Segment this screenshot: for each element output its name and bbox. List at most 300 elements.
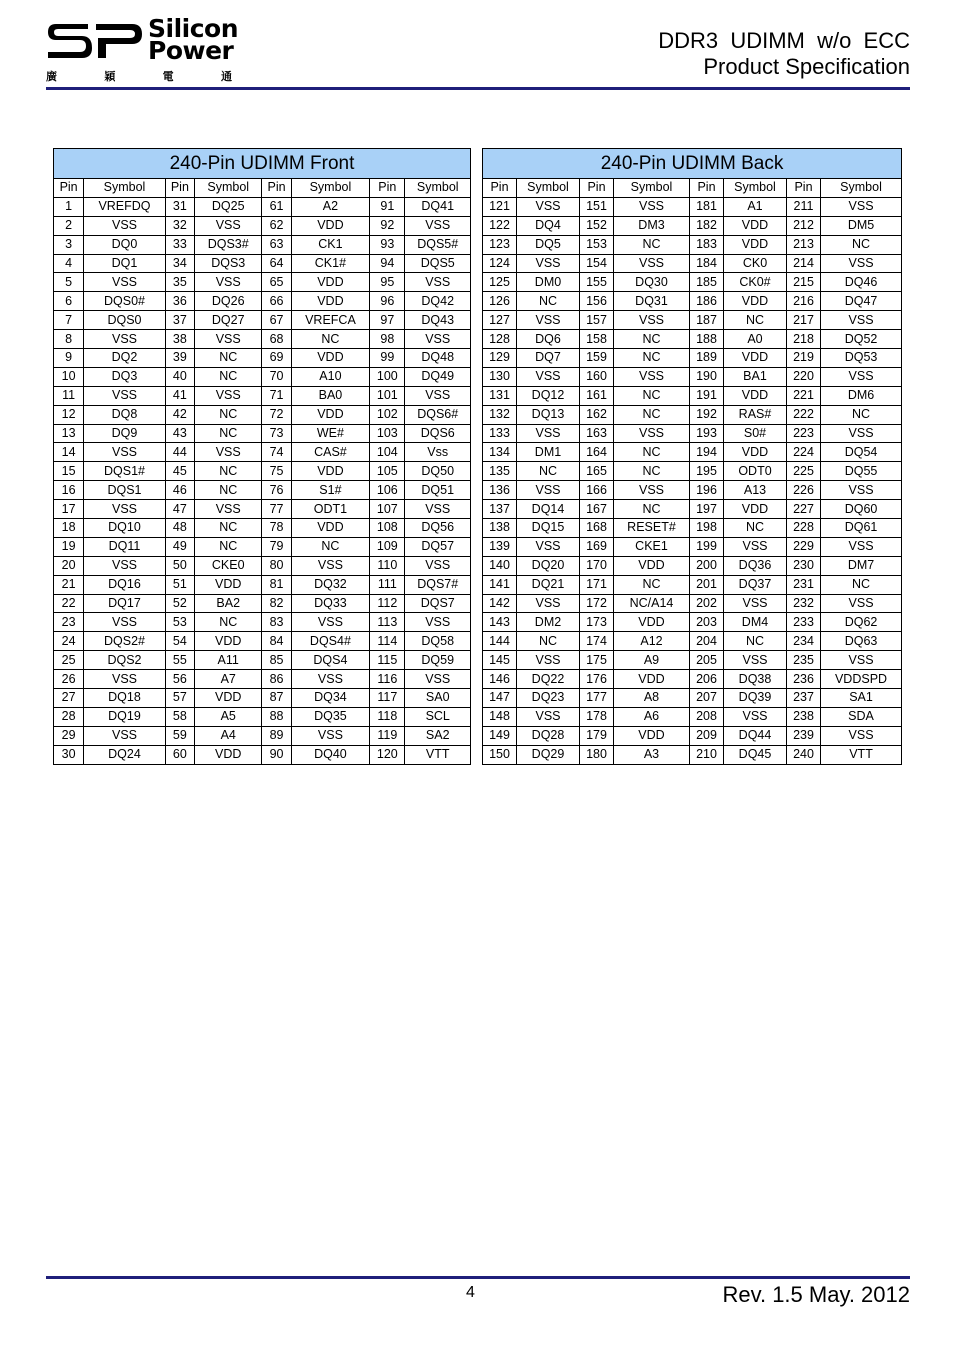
pin-symbol-cell: VDD xyxy=(724,216,787,235)
pin-number-cell: 198 xyxy=(690,519,724,538)
pin-column-header: Pin xyxy=(262,179,291,198)
pin-symbol-cell: VSS xyxy=(405,273,471,292)
pin-symbol-cell: NC xyxy=(821,575,902,594)
table-row xyxy=(54,197,471,216)
pin-symbol-cell: SCL xyxy=(405,707,471,726)
pin-symbol-cell: ODT0 xyxy=(724,462,787,481)
pin-number-cell: 209 xyxy=(690,726,724,745)
pin-symbol-cell: VDD xyxy=(291,405,370,424)
pin-symbol-cell: DQ27 xyxy=(194,311,261,330)
pin-number-cell: 53 xyxy=(165,613,194,632)
pin-symbol-cell: DQ23 xyxy=(517,689,580,708)
pin-symbol-cell: DQ11 xyxy=(84,537,166,556)
pin-symbol-cell: DQ10 xyxy=(84,519,166,538)
pin-number-cell: 12 xyxy=(54,405,84,424)
pin-number-cell: 141 xyxy=(483,575,517,594)
pin-number-cell: 201 xyxy=(690,575,724,594)
pin-symbol-cell: VSS xyxy=(291,726,370,745)
pin-number-cell: 133 xyxy=(483,424,517,443)
pin-symbol-cell: VDD xyxy=(194,689,261,708)
pin-symbol-cell: VSS xyxy=(405,556,471,575)
pin-number-cell: 181 xyxy=(690,197,724,216)
pin-number-cell: 71 xyxy=(262,386,291,405)
pin-number-cell: 59 xyxy=(165,726,194,745)
pin-number-cell: 196 xyxy=(690,481,724,500)
pin-number-cell: 153 xyxy=(580,235,614,254)
header-rule xyxy=(46,87,910,90)
pin-symbol-cell: VSS xyxy=(821,311,902,330)
pin-symbol-cell: VDD xyxy=(194,632,261,651)
table-row xyxy=(483,537,902,556)
pin-symbol-cell: DQ5 xyxy=(517,235,580,254)
pin-symbol-cell: DQ48 xyxy=(405,349,471,368)
pin-number-cell: 39 xyxy=(165,349,194,368)
pin-number-cell: 65 xyxy=(262,273,291,292)
pin-number-cell: 210 xyxy=(690,745,724,764)
pin-symbol-cell: S0# xyxy=(724,424,787,443)
pin-number-cell: 169 xyxy=(580,537,614,556)
table-row xyxy=(483,670,902,689)
document-title xyxy=(658,28,910,80)
column-header-row xyxy=(54,179,471,198)
pin-number-cell: 213 xyxy=(787,235,821,254)
pin-symbol-cell: DQ47 xyxy=(821,292,902,311)
pin-symbol-cell: VSS xyxy=(724,707,787,726)
pin-number-cell: 174 xyxy=(580,632,614,651)
pin-number-cell: 168 xyxy=(580,519,614,538)
pin-symbol-cell: DQ28 xyxy=(517,726,580,745)
pin-number-cell: 26 xyxy=(54,670,84,689)
pin-number-cell: 122 xyxy=(483,216,517,235)
pin-number-cell: 206 xyxy=(690,670,724,689)
pin-number-cell: 212 xyxy=(787,216,821,235)
pin-symbol-cell: VSS xyxy=(517,197,580,216)
pin-symbol-cell: VSS xyxy=(517,367,580,386)
pin-number-cell: 100 xyxy=(370,367,405,386)
pin-number-cell: 216 xyxy=(787,292,821,311)
revision-label: Rev. 1.5 May. 2012 xyxy=(722,1282,910,1307)
pin-symbol-cell: DQ18 xyxy=(84,689,166,708)
table-row xyxy=(54,254,471,273)
pin-symbol-cell: SA2 xyxy=(405,726,471,745)
logo-line-2: Power xyxy=(148,36,234,65)
pin-symbol-cell: DQ40 xyxy=(291,745,370,764)
table-row xyxy=(54,556,471,575)
pin-symbol-cell: VSS xyxy=(821,594,902,613)
pin-number-cell: 36 xyxy=(165,292,194,311)
pin-symbol-cell: DQ53 xyxy=(821,349,902,368)
pin-number-cell: 227 xyxy=(787,500,821,519)
pin-number-cell: 204 xyxy=(690,632,724,651)
pin-number-cell: 50 xyxy=(165,556,194,575)
pin-symbol-cell: VDD xyxy=(291,519,370,538)
pin-number-cell: 30 xyxy=(54,745,84,764)
pin-symbol-cell: S1# xyxy=(291,481,370,500)
pin-symbol-cell: DQ17 xyxy=(84,594,166,613)
pin-number-cell: 43 xyxy=(165,424,194,443)
pin-number-cell: 226 xyxy=(787,481,821,500)
pin-number-cell: 102 xyxy=(370,405,405,424)
pin-number-cell: 118 xyxy=(370,707,405,726)
pin-number-cell: 127 xyxy=(483,311,517,330)
logo-cjk-name xyxy=(46,68,232,84)
pin-number-cell: 155 xyxy=(580,273,614,292)
pin-symbol-cell: A4 xyxy=(194,726,261,745)
pin-number-cell: 2 xyxy=(54,216,84,235)
pin-number-cell: 35 xyxy=(165,273,194,292)
pin-symbol-cell: A6 xyxy=(614,707,690,726)
pin-symbol-cell: NC xyxy=(291,537,370,556)
pin-symbol-cell: DQS0# xyxy=(84,292,166,311)
pin-column-header: Pin xyxy=(690,179,724,198)
pin-number-cell: 234 xyxy=(787,632,821,651)
pin-number-cell: 74 xyxy=(262,443,291,462)
table-row xyxy=(483,689,902,708)
pin-number-cell: 46 xyxy=(165,481,194,500)
pin-number-cell: 230 xyxy=(787,556,821,575)
pin-symbol-cell: DQS4# xyxy=(291,632,370,651)
pin-number-cell: 89 xyxy=(262,726,291,745)
pin-symbol-cell: NC/A14 xyxy=(614,594,690,613)
pin-symbol-cell: VSS xyxy=(517,424,580,443)
pin-symbol-cell: VSS xyxy=(194,443,261,462)
pin-symbol-cell: VSS xyxy=(405,670,471,689)
pin-number-cell: 139 xyxy=(483,537,517,556)
pin-number-cell: 160 xyxy=(580,367,614,386)
pin-number-cell: 58 xyxy=(165,707,194,726)
pin-number-cell: 166 xyxy=(580,481,614,500)
table-row xyxy=(483,197,902,216)
pin-symbol-cell: DQ42 xyxy=(405,292,471,311)
pin-number-cell: 137 xyxy=(483,500,517,519)
pin-symbol-cell: NC xyxy=(724,311,787,330)
pin-symbol-cell: VDD xyxy=(724,235,787,254)
pin-symbol-cell: VREFDQ xyxy=(84,197,166,216)
pin-symbol-cell: VDD xyxy=(614,670,690,689)
pin-number-cell: 163 xyxy=(580,424,614,443)
pin-symbol-cell: VTT xyxy=(405,745,471,764)
pin-symbol-cell: DQS1 xyxy=(84,481,166,500)
pin-symbol-cell: VSS xyxy=(724,594,787,613)
pin-number-cell: 207 xyxy=(690,689,724,708)
pin-column-header: Pin xyxy=(370,179,405,198)
pin-symbol-cell: VSS xyxy=(517,254,580,273)
pin-symbol-cell: NC xyxy=(194,481,261,500)
pin-number-cell: 31 xyxy=(165,197,194,216)
table-row xyxy=(483,386,902,405)
pin-symbol-cell: A10 xyxy=(291,367,370,386)
pin-number-cell: 70 xyxy=(262,367,291,386)
table-row xyxy=(483,575,902,594)
pin-number-cell: 11 xyxy=(54,386,84,405)
pin-number-cell: 197 xyxy=(690,500,724,519)
pin-number-cell: 40 xyxy=(165,367,194,386)
logo-cjk-char: 通 xyxy=(220,70,232,83)
pin-number-cell: 41 xyxy=(165,386,194,405)
pin-number-cell: 91 xyxy=(370,197,405,216)
title-line-2: Product Specification xyxy=(703,54,910,79)
title-line-1: DDR3 UDIMM w/o ECC xyxy=(658,28,910,53)
pin-number-cell: 99 xyxy=(370,349,405,368)
pin-symbol-cell: SDA xyxy=(821,707,902,726)
pin-number-cell: 68 xyxy=(262,330,291,349)
pin-number-cell: 148 xyxy=(483,707,517,726)
table-row xyxy=(54,632,471,651)
pin-number-cell: 64 xyxy=(262,254,291,273)
pin-symbol-cell: VSS xyxy=(614,367,690,386)
table-row xyxy=(54,443,471,462)
pin-number-cell: 86 xyxy=(262,670,291,689)
pin-symbol-cell: RESET# xyxy=(614,519,690,538)
table-row xyxy=(483,556,902,575)
pin-symbol-cell: DQ2 xyxy=(84,349,166,368)
pin-symbol-cell: DQ21 xyxy=(517,575,580,594)
pin-symbol-cell: VSS xyxy=(614,311,690,330)
pin-number-cell: 107 xyxy=(370,500,405,519)
pin-number-cell: 28 xyxy=(54,707,84,726)
pin-symbol-cell: VSS xyxy=(517,651,580,670)
pin-symbol-cell: NC xyxy=(291,330,370,349)
back-table-body xyxy=(483,197,902,764)
pin-number-cell: 93 xyxy=(370,235,405,254)
pin-number-cell: 67 xyxy=(262,311,291,330)
pin-symbol-cell: DQ30 xyxy=(614,273,690,292)
pin-number-cell: 37 xyxy=(165,311,194,330)
pin-number-cell: 238 xyxy=(787,707,821,726)
pin-symbol-cell: BA2 xyxy=(194,594,261,613)
pin-symbol-cell: NC xyxy=(614,405,690,424)
table-row xyxy=(483,462,902,481)
table-row xyxy=(54,349,471,368)
pin-symbol-cell: CK1 xyxy=(291,235,370,254)
pin-symbol-cell: A13 xyxy=(724,481,787,500)
pin-number-cell: 130 xyxy=(483,367,517,386)
pin-symbol-cell: DQ54 xyxy=(821,443,902,462)
pin-number-cell: 103 xyxy=(370,424,405,443)
pin-symbol-cell: VSS xyxy=(821,651,902,670)
table-row xyxy=(54,292,471,311)
pin-symbol-cell: NC xyxy=(517,462,580,481)
pin-number-cell: 95 xyxy=(370,273,405,292)
pin-number-cell: 173 xyxy=(580,613,614,632)
table-row xyxy=(483,613,902,632)
page-header xyxy=(46,14,910,90)
pin-symbol-cell: DQS7# xyxy=(405,575,471,594)
pin-number-cell: 131 xyxy=(483,386,517,405)
pin-symbol-cell: DM4 xyxy=(724,613,787,632)
pin-symbol-cell: NC xyxy=(614,235,690,254)
pin-number-cell: 143 xyxy=(483,613,517,632)
front-table-body xyxy=(54,197,471,764)
pin-symbol-cell: DQS5# xyxy=(405,235,471,254)
pin-symbol-cell: DQ1 xyxy=(84,254,166,273)
logo-cjk-char: 穎 xyxy=(104,70,116,83)
table-row xyxy=(54,537,471,556)
pin-number-cell: 1 xyxy=(54,197,84,216)
pin-symbol-cell: DQ41 xyxy=(405,197,471,216)
pin-number-cell: 15 xyxy=(54,462,84,481)
pin-symbol-cell: CAS# xyxy=(291,443,370,462)
pin-number-cell: 121 xyxy=(483,197,517,216)
pin-symbol-cell: ODT1 xyxy=(291,500,370,519)
pin-column-header: Pin xyxy=(165,179,194,198)
pin-symbol-cell: VDD xyxy=(291,292,370,311)
pin-number-cell: 116 xyxy=(370,670,405,689)
pin-symbol-cell: VSS xyxy=(291,670,370,689)
pin-number-cell: 29 xyxy=(54,726,84,745)
back-pin-table xyxy=(482,148,902,765)
pin-symbol-cell: VSS xyxy=(84,726,166,745)
symbol-column-header: Symbol xyxy=(84,179,166,198)
pin-symbol-cell: A11 xyxy=(194,651,261,670)
pin-symbol-cell: DQ13 xyxy=(517,405,580,424)
table-row xyxy=(54,613,471,632)
pin-number-cell: 199 xyxy=(690,537,724,556)
pin-symbol-cell: VSS xyxy=(517,537,580,556)
table-row xyxy=(483,254,902,273)
table-row xyxy=(54,651,471,670)
pin-number-cell: 16 xyxy=(54,481,84,500)
pin-symbol-cell: NC xyxy=(194,367,261,386)
pin-symbol-cell: DQ37 xyxy=(724,575,787,594)
pin-number-cell: 49 xyxy=(165,537,194,556)
pin-symbol-cell: SA1 xyxy=(821,689,902,708)
pin-number-cell: 185 xyxy=(690,273,724,292)
pin-number-cell: 157 xyxy=(580,311,614,330)
pin-number-cell: 190 xyxy=(690,367,724,386)
pin-symbol-cell: DQ31 xyxy=(614,292,690,311)
pin-number-cell: 77 xyxy=(262,500,291,519)
pin-symbol-cell: VSS xyxy=(821,424,902,443)
front-table-title: 240-Pin UDIMM Front xyxy=(54,149,471,179)
pin-number-cell: 10 xyxy=(54,367,84,386)
pin-number-cell: 237 xyxy=(787,689,821,708)
pin-symbol-cell: DQ50 xyxy=(405,462,471,481)
pin-number-cell: 172 xyxy=(580,594,614,613)
pin-number-cell: 20 xyxy=(54,556,84,575)
pin-number-cell: 79 xyxy=(262,537,291,556)
pin-number-cell: 111 xyxy=(370,575,405,594)
pin-symbol-cell: A1 xyxy=(724,197,787,216)
pin-number-cell: 214 xyxy=(787,254,821,273)
pin-symbol-cell: VTT xyxy=(821,745,902,764)
pin-number-cell: 105 xyxy=(370,462,405,481)
table-row xyxy=(483,349,902,368)
pin-number-cell: 205 xyxy=(690,651,724,670)
pin-number-cell: 80 xyxy=(262,556,291,575)
pin-symbol-cell: VDD xyxy=(194,575,261,594)
table-row xyxy=(483,424,902,443)
table-row xyxy=(483,405,902,424)
pin-column-header: Pin xyxy=(787,179,821,198)
pin-symbol-cell: DQS3# xyxy=(194,235,261,254)
symbol-column-header: Symbol xyxy=(194,179,261,198)
table-row xyxy=(483,594,902,613)
pin-number-cell: 4 xyxy=(54,254,84,273)
pin-number-cell: 47 xyxy=(165,500,194,519)
pin-number-cell: 167 xyxy=(580,500,614,519)
pin-symbol-cell: DQ33 xyxy=(291,594,370,613)
logo-line-1: Silicon xyxy=(148,14,239,43)
pin-number-cell: 147 xyxy=(483,689,517,708)
table-row xyxy=(54,707,471,726)
table-row xyxy=(483,651,902,670)
pin-number-cell: 176 xyxy=(580,670,614,689)
pin-symbol-cell: VSS xyxy=(84,556,166,575)
pin-number-cell: 145 xyxy=(483,651,517,670)
pin-number-cell: 88 xyxy=(262,707,291,726)
pin-number-cell: 140 xyxy=(483,556,517,575)
pin-symbol-cell: NC xyxy=(517,292,580,311)
pin-symbol-cell: VSS xyxy=(821,197,902,216)
pin-number-cell: 22 xyxy=(54,594,84,613)
pin-symbol-cell: DQ9 xyxy=(84,424,166,443)
pin-number-cell: 211 xyxy=(787,197,821,216)
table-row xyxy=(483,330,902,349)
pin-symbol-cell: DQ39 xyxy=(724,689,787,708)
table-row xyxy=(483,443,902,462)
pin-number-cell: 60 xyxy=(165,745,194,764)
pin-number-cell: 94 xyxy=(370,254,405,273)
pin-number-cell: 112 xyxy=(370,594,405,613)
symbol-column-header: Symbol xyxy=(724,179,787,198)
pin-symbol-cell: VDDSPD xyxy=(821,670,902,689)
pin-symbol-cell: DQ25 xyxy=(194,197,261,216)
pin-symbol-cell: A7 xyxy=(194,670,261,689)
pin-number-cell: 150 xyxy=(483,745,517,764)
pin-symbol-cell: DQS2 xyxy=(84,651,166,670)
pin-symbol-cell: DM3 xyxy=(614,216,690,235)
pin-number-cell: 183 xyxy=(690,235,724,254)
pin-number-cell: 180 xyxy=(580,745,614,764)
pin-number-cell: 63 xyxy=(262,235,291,254)
pin-number-cell: 177 xyxy=(580,689,614,708)
table-row xyxy=(483,216,902,235)
pin-number-cell: 200 xyxy=(690,556,724,575)
pin-symbol-cell: NC xyxy=(194,349,261,368)
pin-number-cell: 225 xyxy=(787,462,821,481)
pin-symbol-cell: DQ35 xyxy=(291,707,370,726)
pin-symbol-cell: VSS xyxy=(194,330,261,349)
pin-number-cell: 202 xyxy=(690,594,724,613)
pin-symbol-cell: VSS xyxy=(84,443,166,462)
pin-symbol-cell: DQS5 xyxy=(405,254,471,273)
pin-number-cell: 113 xyxy=(370,613,405,632)
table-row xyxy=(483,500,902,519)
pin-number-cell: 192 xyxy=(690,405,724,424)
pin-symbol-cell: VSS xyxy=(614,481,690,500)
pin-symbol-cell: NC xyxy=(194,519,261,538)
pin-symbol-cell: DQS3 xyxy=(194,254,261,273)
pin-symbol-cell: RAS# xyxy=(724,405,787,424)
pin-number-cell: 38 xyxy=(165,330,194,349)
pin-symbol-cell: VSS xyxy=(614,197,690,216)
pin-number-cell: 188 xyxy=(690,330,724,349)
table-row xyxy=(483,235,902,254)
pin-number-cell: 193 xyxy=(690,424,724,443)
pin-number-cell: 55 xyxy=(165,651,194,670)
pin-number-cell: 7 xyxy=(54,311,84,330)
pin-symbol-cell: DQ19 xyxy=(84,707,166,726)
pin-number-cell: 33 xyxy=(165,235,194,254)
pin-symbol-cell: DQ26 xyxy=(194,292,261,311)
table-row xyxy=(54,424,471,443)
pin-symbol-cell: DQ24 xyxy=(84,745,166,764)
pin-symbol-cell: VDD xyxy=(291,216,370,235)
table-row xyxy=(54,216,471,235)
pin-symbol-cell: VSS xyxy=(194,273,261,292)
table-row xyxy=(54,367,471,386)
